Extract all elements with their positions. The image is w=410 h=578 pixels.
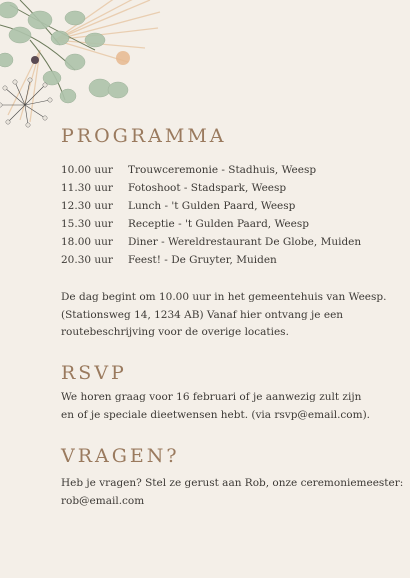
schedule-row	[61, 179, 381, 197]
schedule-desc: Trouwceremonie - Stadhuis, Weesp	[128, 164, 317, 176]
intro-line: routebeschrijving voor de overige locaties.	[61, 326, 289, 338]
heading-programma: PROGRAMMA	[61, 125, 227, 147]
schedule-row	[61, 215, 381, 233]
heading-rsvp: RSVP	[61, 362, 127, 384]
rsvp-line: en of je speciale dieetwensen hebt. (via rsvp@email.com).	[61, 408, 371, 421]
floral-decoration	[0, 0, 170, 135]
schedule-desc: Diner - Wereldrestaurant De Globe, Muiden	[128, 236, 362, 248]
intro-paragraph	[61, 289, 387, 342]
rsvp-line: We horen graag voor 16 februari of je aanwezig zult zijn	[61, 391, 362, 403]
schedule-time: 15.30 uur	[61, 218, 113, 230]
schedule-desc: Lunch - 't Gulden Paard, Weesp	[128, 200, 296, 212]
rsvp-paragraph	[61, 389, 371, 424]
schedule-list	[61, 161, 381, 269]
intro-line: De dag begint om 10.00 uur in het gemeentehuis van Weesp.	[61, 291, 387, 303]
schedule-time: 20.30 uur	[61, 254, 113, 266]
schedule-desc: Feest! - De Gruyter, Muiden	[128, 254, 277, 266]
schedule-time: 10.00 uur	[61, 164, 113, 176]
schedule-row	[61, 251, 381, 269]
vragen-paragraph	[61, 475, 404, 510]
intro-line: (Stationsweg 14, 1234 AB) Vanaf hier ontvang je een	[61, 308, 344, 321]
schedule-row	[61, 161, 381, 179]
schedule-desc: Fotoshoot - Stadspark, Weesp	[128, 182, 287, 194]
schedule-time: 12.30 uur	[61, 200, 113, 212]
vragen-line: Heb je vragen? Stel ze gerust aan Rob, onze ceremoniemeester:	[61, 477, 404, 489]
heading-vragen: VRAGEN?	[61, 445, 180, 467]
schedule-row	[61, 233, 381, 251]
schedule-time: 11.30 uur	[61, 182, 113, 194]
schedule-time: 18.00 uur	[61, 236, 113, 248]
schedule-row	[61, 197, 381, 215]
vragen-line: rob@email.com	[61, 494, 145, 507]
schedule-desc: Receptie - 't Gulden Paard, Weesp	[128, 218, 309, 230]
